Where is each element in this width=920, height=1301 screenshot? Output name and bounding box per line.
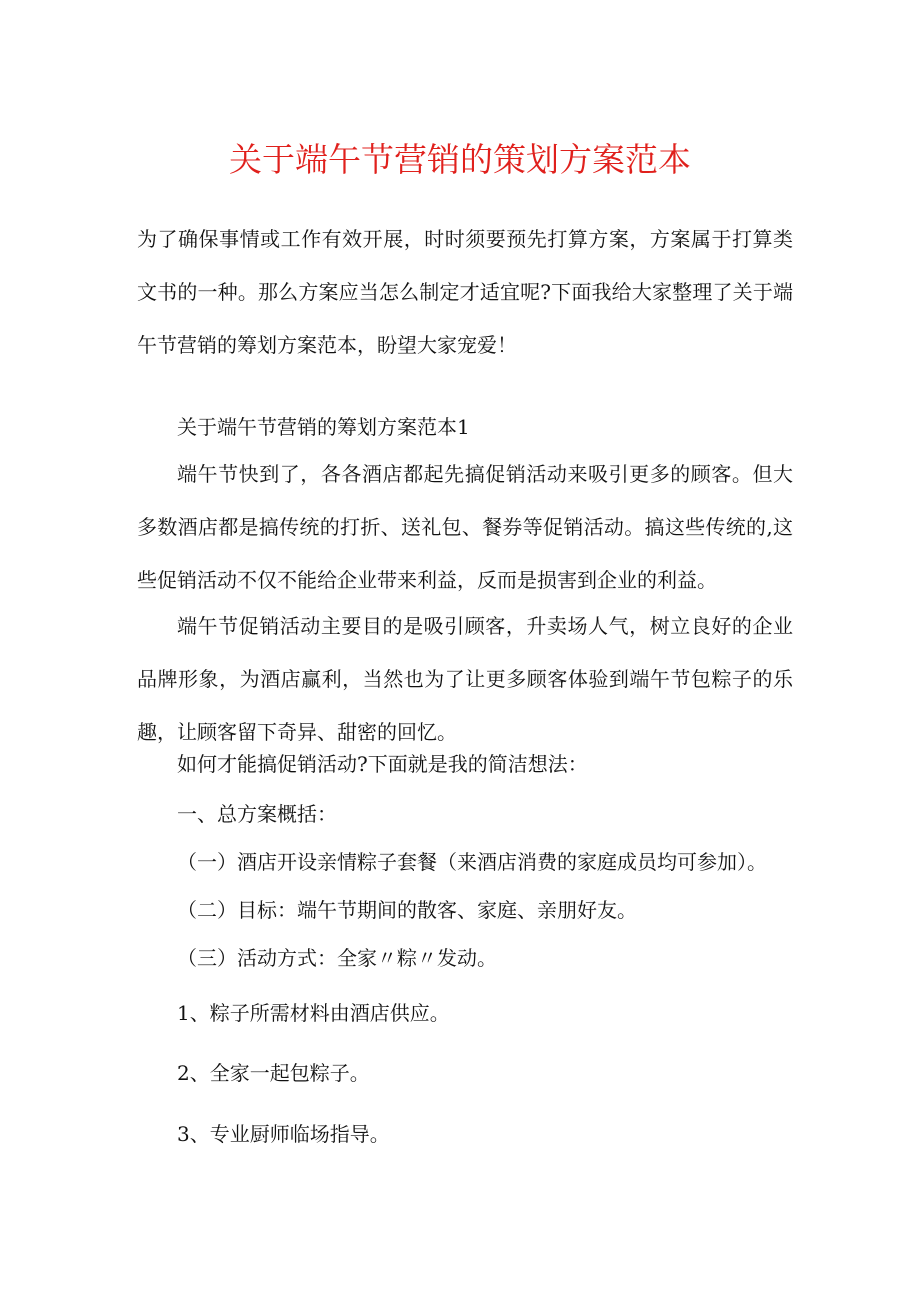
body-line-8: 3、专业厨师临场指导。 xyxy=(177,1122,390,1146)
body-line-4: （二）目标：端午节期间的散客、家庭、亲朋好友。 xyxy=(177,898,637,922)
body-line-3: （一）酒店开设亲情粽子套餐（来酒店消费的家庭成员均可参加）。 xyxy=(177,850,767,874)
body-paragraph-2: 端午节促销活动主要目的是吸引顾客，升卖场人气，树立良好的企业品牌形象，为酒店赢利，当然也为了让更多顾客体验到端午节包粽子的乐趣，让顾客留下奇异、甜密的回忆。 xyxy=(137,614,793,744)
body-line-6: 1、粽子所需材料由酒店供应。 xyxy=(177,1001,450,1025)
intro-paragraph: 为了确保事情或工作有效开展，时时须要预先打算方案，方案属于打算类文书的一种。那么方案应当怎么制定才适宜呢?下面我给大家整理了关于端午节营销的筹划方案范本，盼望大家宠爱！ xyxy=(137,227,793,357)
section-heading: 关于端午节营销的筹划方案范本1 xyxy=(177,415,470,439)
body-line-2: 一、总方案概括： xyxy=(177,802,337,826)
body-line-5: （三）活动方式：全家〃粽〃发动。 xyxy=(177,946,497,970)
body-paragraph-1: 端午节快到了，各各酒店都起先搞促销活动来吸引更多的顾客。但大多数酒店都是搞传统的打折、送礼包、餐券等促销活动。搞这些传统的,这些促销活动不仅不能给企业带来利益，反而是损害到企业的利益。 xyxy=(137,462,793,592)
document-title: 关于端午节营销的策划方案范本 xyxy=(229,140,691,179)
body-line-1: 如何才能搞促销活动?下面就是我的简洁想法： xyxy=(177,752,588,776)
body-line-7: 2、全家一起包粽子。 xyxy=(177,1061,370,1085)
